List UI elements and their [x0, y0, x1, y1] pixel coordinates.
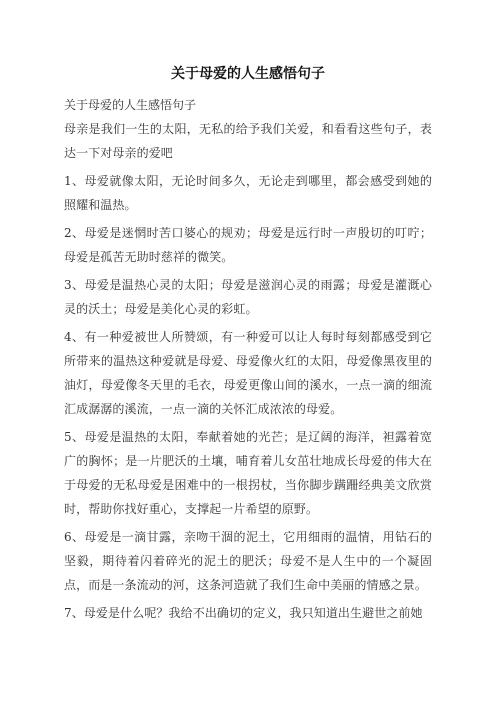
- paragraph-3: 3、母爱是温热心灵的太阳；母爱是滋润心灵的雨露；母爱是灌溉心灵的沃土；母爱是美化心灵的彩虹。: [64, 278, 432, 316]
- paragraph-5: 5、母爱是温热的太阳，奉献着她的光芒；是辽阔的海洋，袒露着宽广的胸怀；是一片肥沃的土壤，哺育着儿女茁壮地成长母爱的伟大在于母爱的无私母爱是困难中的一根拐杖，当你脚步蹒跚经典美文欣赏时，帮助你找好重心，支撑起一片希望的原野。: [64, 430, 432, 516]
- document-title: 关于母爱的人生感悟句子: [171, 66, 325, 82]
- paragraph-7: 7、母爱是什么呢？我给不出确切的定义，我只知道出生避世之前她: [64, 606, 423, 620]
- paragraph-1: 1、母爱就像太阳，无论时间多久，无论走到哪里，都会感受到她的照耀和温热。: [64, 174, 432, 212]
- document-subtitle: 关于母爱的人生感悟句子: [64, 98, 197, 112]
- paragraph-2: 2、母爱是迷惘时苦口婆心的规劝；母爱是远行时一声殷切的叮咛；母爱是孤苦无助时慈祥的微笑。: [64, 226, 432, 264]
- paragraph-4: 4、有一种爱被世人所赞颂，有一种爱可以让人每时每刻都感受到它所带来的温热这种爱就是母爱、母爱像火红的太阳，母爱像黑夜里的油灯，母爱像冬天里的毛衣，母爱更像山间的溪水，一点一滴的细流汇成潺潺的溪流，一点一滴的关怀汇成浓浓的母爱。: [64, 330, 432, 416]
- paragraph-6: 6、母爱是一滴甘露，亲吻干涸的泥土，它用细雨的温情，用钻石的坚毅，期待着闪着碎光的泥土的肥沃；母爱不是人生中的一个凝固点，而是一条流动的河，这条河造就了我们生命中美丽的情感之景。: [64, 530, 432, 592]
- paragraph-intro: 母亲是我们一生的太阳，无私的给予我们关爱，和看看这些句子，表达一下对母亲的爱吧: [64, 122, 432, 160]
